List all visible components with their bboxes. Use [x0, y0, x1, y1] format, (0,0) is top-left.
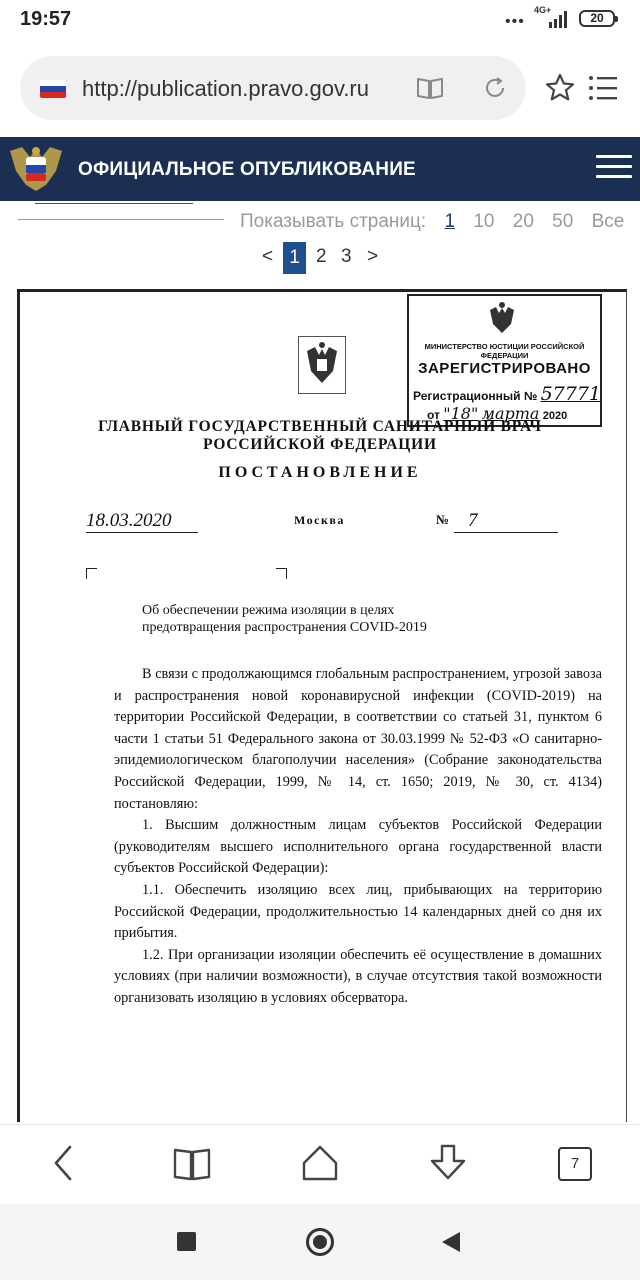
- recent-apps-icon[interactable]: [177, 1232, 196, 1251]
- coat-of-arms-emblem: [298, 336, 346, 394]
- site-header: [0, 137, 640, 201]
- registration-stamp: [407, 294, 602, 427]
- per-page-option-all[interactable]: Все: [591, 211, 625, 232]
- reader-mode-icon[interactable]: [416, 76, 444, 100]
- battery-icon: [579, 10, 615, 27]
- next-page-button[interactable]: >: [367, 246, 379, 267]
- browser-toolbar: [0, 1124, 640, 1205]
- status-bar: [0, 0, 640, 40]
- divider: [35, 203, 193, 204]
- battery-level: 20: [590, 11, 604, 25]
- download-icon[interactable]: [428, 1143, 468, 1183]
- more-notifications-icon: •••: [505, 13, 525, 30]
- status-time: 19:57: [20, 8, 72, 30]
- document-body: [114, 664, 602, 1010]
- stamp-date-month: марта: [481, 404, 540, 423]
- signal-icon: [548, 10, 570, 28]
- document-item-1-2: 1.2. При организации изоляции обеспечить её осуществление в домашних условиях (при наличии возможности), в случае отсутствия такой возможности организовать изоляцию в условиях обсерватора.: [114, 946, 602, 1006]
- reload-icon[interactable]: [482, 75, 508, 101]
- site-menu-button[interactable]: [596, 155, 632, 183]
- stamp-ministry: МИНИСТЕРСТВО ЮСТИЦИИ РОССИЙСКОЙ ФЕДЕРАЦИИ: [424, 342, 585, 360]
- per-page-option-10[interactable]: 10: [473, 211, 495, 232]
- site-title[interactable]: ОФИЦИАЛЬНОЕ ОПУБЛИКОВАНИЕ: [78, 159, 416, 180]
- system-back-icon[interactable]: [442, 1232, 460, 1252]
- per-page-label: Показывать страниц:: [240, 211, 427, 232]
- per-page-selector: [240, 211, 624, 233]
- document-page: [17, 289, 627, 1122]
- site-emblem-logo[interactable]: [2, 141, 70, 197]
- document-item-1: 1. Высшим должностным лицам субъектов Российской Федерации (руководителям высшего исполнительного органа государственной власти субъектов Российской Федерации):: [114, 817, 602, 877]
- stamp-reg-value: 57771: [540, 383, 602, 405]
- document-preamble: В связи с продолжающимся глобальным распространением, угрозой завоза и распространения новой коронавирусной инфекции (COVID-2019) на территории Российской Федерации, в соответствии со статьей 31, пунктом 6 части 1 статьи 51 Федерального закона от 30.03.1999 № 52-ФЗ «О санитарно- эпидемиологическом благополучии населения» (Собрание законодательства Российской Федерации, 1999, № 14, ст. 1650; 2019, № 30, ст. 4134) постановляю:: [114, 666, 602, 812]
- document-number: 7: [454, 510, 558, 533]
- corner-mark: [86, 568, 97, 579]
- page-2-button[interactable]: 2: [316, 246, 327, 267]
- divider: [18, 219, 224, 220]
- tabs-icon[interactable]: 7: [558, 1147, 592, 1181]
- document-city: Москва: [294, 513, 345, 527]
- prev-page-button[interactable]: <: [262, 246, 274, 267]
- network-type: 4G+: [534, 5, 552, 15]
- corner-mark: [276, 568, 287, 579]
- document-type: ПОСТАНОВЛЕНИЕ: [218, 464, 422, 481]
- stamp-date-year: 2020: [542, 410, 568, 422]
- stamp-registered: ЗАРЕГИСТРИРОВАНО: [418, 360, 591, 377]
- per-page-option-20[interactable]: 20: [512, 211, 534, 232]
- per-page-option-50[interactable]: 50: [552, 211, 574, 232]
- system-home-icon[interactable]: [306, 1228, 334, 1256]
- back-icon[interactable]: [44, 1143, 84, 1183]
- page-1-button[interactable]: 1: [283, 242, 306, 274]
- per-page-option-1[interactable]: 1: [444, 211, 456, 232]
- stamp-reg-label: Регистрационный №: [413, 389, 538, 403]
- flag-icon: [40, 80, 66, 98]
- address-bar[interactable]: [20, 56, 526, 120]
- system-nav-bar: [0, 1204, 640, 1280]
- stamp-reg-number: [413, 383, 601, 405]
- bookmarks-icon[interactable]: [172, 1143, 212, 1183]
- document-authority: ГЛАВНЫЙ ГОСУДАРСТВЕННЫЙ САНИТАРНЫЙ ВРАЧ РОССИЙСКОЙ ФЕДЕРАЦИИ: [98, 418, 542, 453]
- hamburger-icon: [596, 155, 632, 158]
- menu-icon[interactable]: [588, 74, 618, 102]
- stamp-date-day: "18": [443, 404, 479, 423]
- page-3-button[interactable]: 3: [341, 246, 352, 267]
- document-date: 18.03.2020: [86, 510, 198, 533]
- document-subject: Об обеспечении режима изоляции в целях предотвращения распространения COVID-2019: [142, 603, 427, 635]
- stamp-date-prefix: от: [427, 408, 440, 422]
- bookmark-star-icon[interactable]: [544, 72, 576, 104]
- home-icon[interactable]: [300, 1143, 340, 1183]
- document-number-label: №: [436, 512, 450, 527]
- document-item-1-1: 1.1. Обеспечить изоляцию всех лиц, прибывающих на территорию Российской Федерации, продолжительностью 14 календарных дней со дня их прибытия.: [114, 881, 602, 942]
- stamp-emblem: [485, 300, 519, 336]
- url-text[interactable]: http://publication.pravo.gov.ru: [82, 76, 369, 101]
